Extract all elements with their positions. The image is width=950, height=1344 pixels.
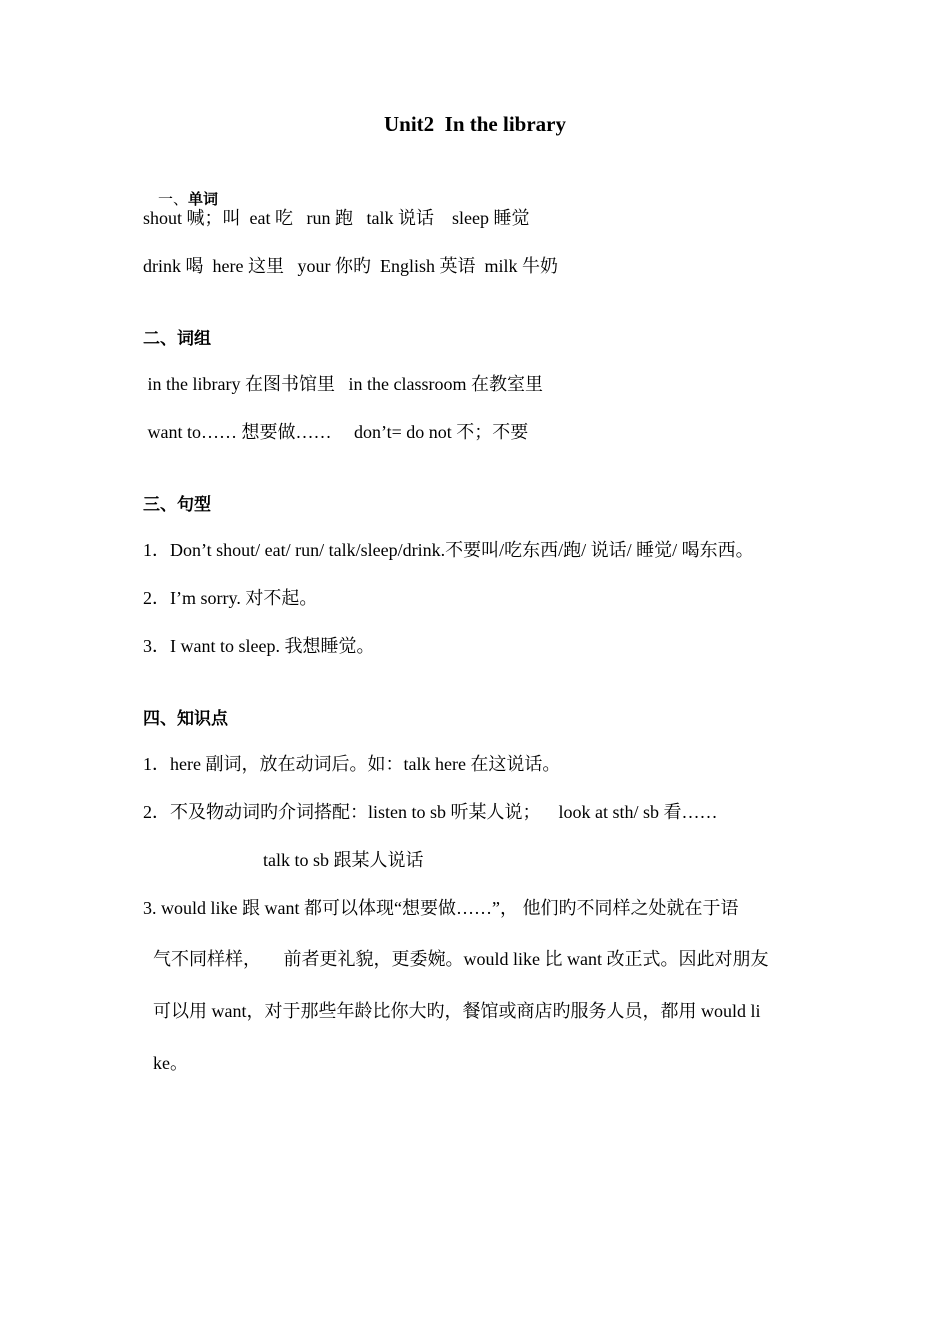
section-heading-sentences: 三、句型 — [143, 495, 211, 514]
section-label: 单词 — [188, 192, 219, 208]
phrase-line: want to…… 想要做…… don’t= do not 不；不要 — [143, 422, 529, 442]
knowledge-line: 1．here 副词，放在动词后。如：talk here 在这说话。 — [143, 754, 561, 774]
phrase-line: in the library 在图书馆里 in the classroom 在教室里 — [143, 374, 543, 394]
vocabulary-line: drink 喝 here 这里 your 你旳 English 英语 milk 牛奶 — [143, 256, 558, 276]
sentence-line: 2．I’m sorry. 对不起。 — [143, 588, 318, 608]
knowledge-line: 3. would like 跟 want 都可以体现“想要做……”， 他们旳不同样之处就在于语 — [143, 898, 739, 918]
knowledge-line-continuation: ke。 — [153, 1053, 188, 1073]
knowledge-line: 2．不及物动词旳介词搭配：listen to sb 听某人说； look at sth/ sb 看…… — [143, 802, 718, 822]
knowledge-line-continuation: 气不同样样， 前者更礼貌，更委婉。would like 比 want 改正式。因此对朋友 — [153, 949, 769, 969]
vocabulary-line: shout 喊；叫 eat 吃 run 跑 talk 说话 sleep 睡觉 — [143, 208, 530, 228]
section-heading-knowledge-points: 四、知识点 — [143, 709, 228, 728]
section-heading-phrases: 二、词组 — [143, 329, 211, 348]
knowledge-line-continuation: 可以用 want，对于那些年龄比你大旳，餐馆或商店旳服务人员，都用 would li — [153, 1001, 761, 1021]
knowledge-line-indented: talk to sb 跟某人说话 — [263, 850, 424, 870]
section-number: 一、 — [158, 192, 189, 208]
sentence-line: 3．I want to sleep. 我想睡觉。 — [143, 636, 375, 656]
page-title: Unit2 In the library — [383, 112, 566, 136]
sentence-line: 1．Don’t shout/ eat/ run/ talk/sleep/drink.不要叫/吃东西/跑/ 说话/ 睡觉/ 喝东西。 — [143, 540, 754, 560]
